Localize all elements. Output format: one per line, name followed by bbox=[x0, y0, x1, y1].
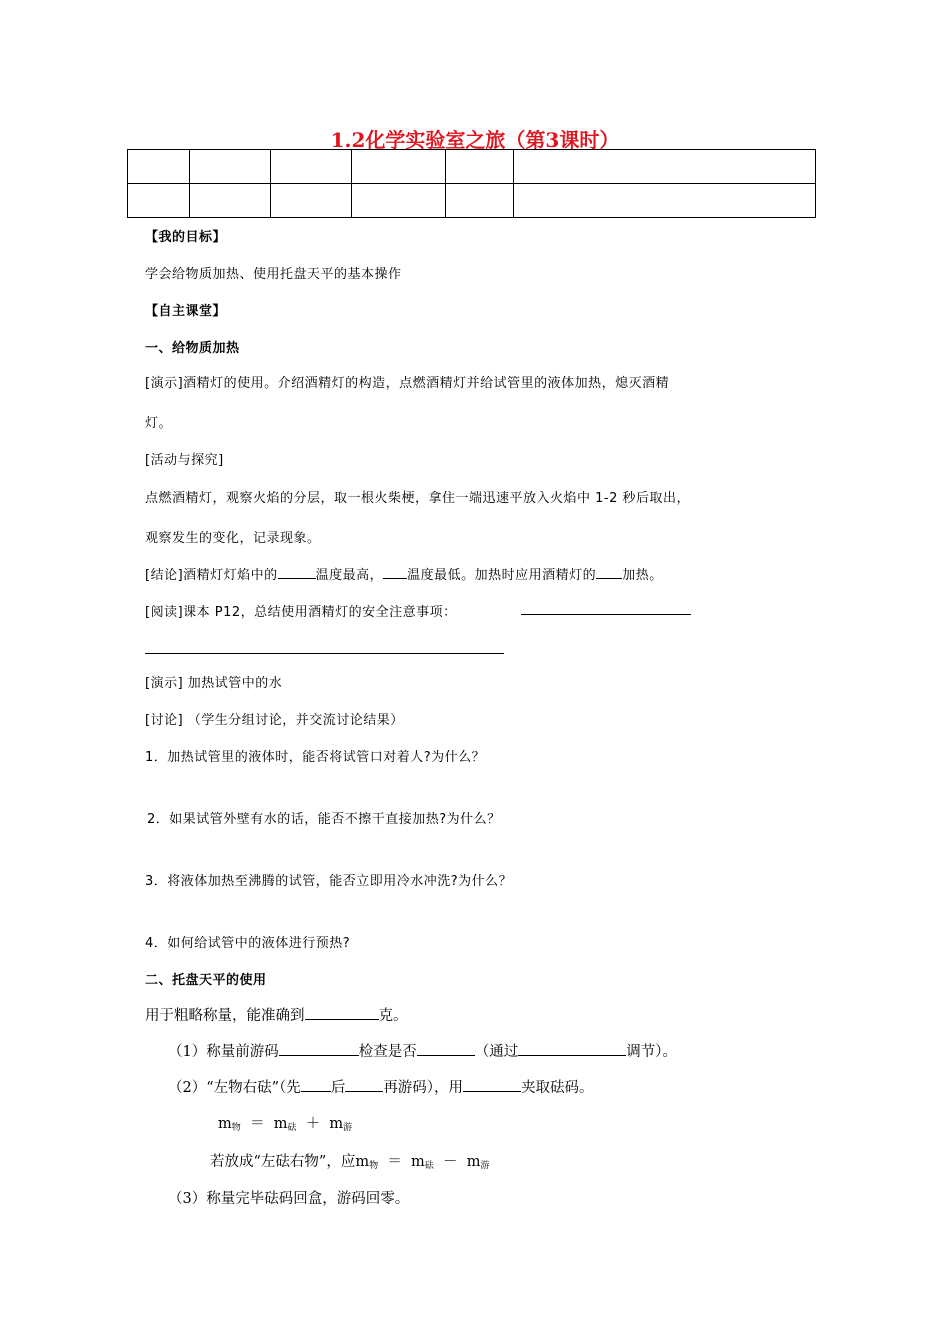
equals-sign: ＝ bbox=[387, 1154, 402, 1170]
mass-symbol: m bbox=[355, 1154, 370, 1170]
formula-1 bbox=[218, 1112, 352, 1133]
table-cell bbox=[128, 150, 190, 184]
table-row bbox=[128, 150, 816, 184]
step2-part-2: 后 bbox=[330, 1080, 346, 1096]
answer-line[interactable] bbox=[521, 614, 691, 615]
table-cell bbox=[190, 150, 271, 184]
table-cell bbox=[514, 184, 816, 218]
usage-part-2: 克。 bbox=[378, 1008, 408, 1024]
demo1-text-cont: 灯。 bbox=[145, 416, 173, 431]
subscript-rider: 游 bbox=[343, 1123, 353, 1133]
step2-part-4: 夹取砝码。 bbox=[521, 1080, 594, 1096]
table-cell bbox=[514, 150, 816, 184]
conclusion-part-2: 温度最高， bbox=[315, 568, 384, 583]
question-4: 4．如何给试管中的液体进行预热? bbox=[145, 936, 351, 951]
subscript-object: 物 bbox=[369, 1161, 379, 1171]
usage-part-1: 用于粗略称量，能准确到 bbox=[145, 1008, 305, 1024]
subscript-weight: 砝 bbox=[287, 1123, 297, 1133]
answer-blank[interactable] bbox=[279, 1041, 359, 1056]
activity-heading: [活动与探究] bbox=[145, 453, 224, 468]
formula-2 bbox=[210, 1150, 490, 1171]
answer-blank[interactable] bbox=[278, 564, 316, 579]
reading-text: [阅读]课本 P12，总结使用酒精灯的安全注意事项： bbox=[145, 605, 457, 620]
step2-line bbox=[168, 1076, 594, 1097]
conclusion-part-4: 加热。 bbox=[622, 568, 663, 583]
answer-blank[interactable] bbox=[383, 564, 407, 579]
question-3: 3．将液体加热至沸腾的试管，能否立即用冷水冲洗?为什么？ bbox=[145, 874, 513, 889]
mass-symbol: m bbox=[273, 1116, 288, 1132]
step1-line bbox=[168, 1040, 677, 1061]
activity-text-cont: 观察发生的变化，记录现象。 bbox=[145, 531, 321, 546]
table-cell bbox=[446, 184, 514, 218]
step1-part-3: （通过 bbox=[474, 1044, 519, 1060]
answer-blank[interactable] bbox=[417, 1041, 475, 1056]
answer-blank[interactable] bbox=[518, 1041, 626, 1056]
table-cell bbox=[271, 150, 352, 184]
answer-blank[interactable] bbox=[463, 1077, 521, 1092]
step1-part-1: （1）称量前游码 bbox=[168, 1044, 279, 1060]
step1-part-4: 调节）。 bbox=[626, 1044, 677, 1060]
self-class-heading: 【自主课堂】 bbox=[145, 304, 227, 319]
answer-blank[interactable] bbox=[301, 1077, 331, 1092]
answer-line[interactable] bbox=[145, 653, 504, 654]
step3-line: （3）称量完毕砝码回盒，游码回零。 bbox=[168, 1191, 410, 1207]
mass-symbol: m bbox=[329, 1116, 344, 1132]
subscript-weight: 砝 bbox=[424, 1161, 434, 1171]
mass-symbol: m bbox=[466, 1154, 481, 1170]
equals-sign: ＝ bbox=[249, 1116, 265, 1132]
goal-heading: 【我的目标】 bbox=[145, 230, 227, 245]
discussion-text: [讨论] （学生分组讨论，并交流讨论结果） bbox=[145, 713, 404, 728]
step1-part-2: 检查是否 bbox=[358, 1044, 417, 1060]
answer-blank[interactable] bbox=[305, 1005, 379, 1020]
conclusion-line bbox=[145, 564, 663, 583]
usage-line bbox=[145, 1004, 408, 1025]
step2-part-3: 再游码），用 bbox=[383, 1080, 464, 1096]
table-cell bbox=[352, 150, 446, 184]
goal-text: 学会给物质加热、使用托盘天平的基本操作 bbox=[145, 267, 402, 282]
page-title: 1.2化学实验室之旅（第3课时） bbox=[330, 128, 620, 152]
table-cell bbox=[352, 184, 446, 218]
question-1: 1．加热试管里的液体时，能否将试管口对着人?为什么？ bbox=[145, 750, 486, 765]
mass-symbol: m bbox=[411, 1154, 425, 1170]
table-cell bbox=[128, 184, 190, 218]
answer-blank[interactable] bbox=[596, 564, 622, 579]
section2-heading: 二、托盘天平的使用 bbox=[145, 973, 267, 988]
step2-part-1: （2）“左物右砝”（先 bbox=[168, 1080, 301, 1096]
header-info-table bbox=[127, 149, 816, 218]
answer-blank[interactable] bbox=[345, 1077, 383, 1092]
question-2: 2．如果试管外壁有水的话，能否不擦干直接加热?为什么？ bbox=[147, 812, 501, 827]
table-cell bbox=[271, 184, 352, 218]
subscript-object: 物 bbox=[231, 1123, 241, 1133]
subscript-rider: 游 bbox=[480, 1161, 490, 1171]
table-cell bbox=[446, 150, 514, 184]
demo1-text: [演示]酒精灯的使用。介绍酒精灯的构造，点燃酒精灯并给试管里的液体加热，熄灭酒精 bbox=[145, 376, 670, 391]
activity-text: 点燃酒精灯，观察火焰的分层，取一根火柴梗，拿住一端迅速平放入火焰中 1-2 秒后取出， bbox=[145, 491, 690, 506]
section1-heading: 一、给物质加热 bbox=[145, 341, 240, 356]
table-row bbox=[128, 184, 816, 218]
conclusion-part-3: 温度最低。加热时应用酒精灯的 bbox=[407, 568, 597, 583]
minus-sign: － bbox=[443, 1154, 458, 1170]
demo2-text: [演示] 加热试管中的水 bbox=[145, 676, 283, 691]
table-cell bbox=[190, 184, 271, 218]
formula-2-prefix: 若放成“左砝右物”，应 bbox=[210, 1154, 356, 1170]
plus-sign: ＋ bbox=[305, 1116, 321, 1132]
conclusion-part-1: [结论]酒精灯灯焰中的 bbox=[145, 568, 278, 583]
mass-symbol: m bbox=[218, 1116, 232, 1132]
